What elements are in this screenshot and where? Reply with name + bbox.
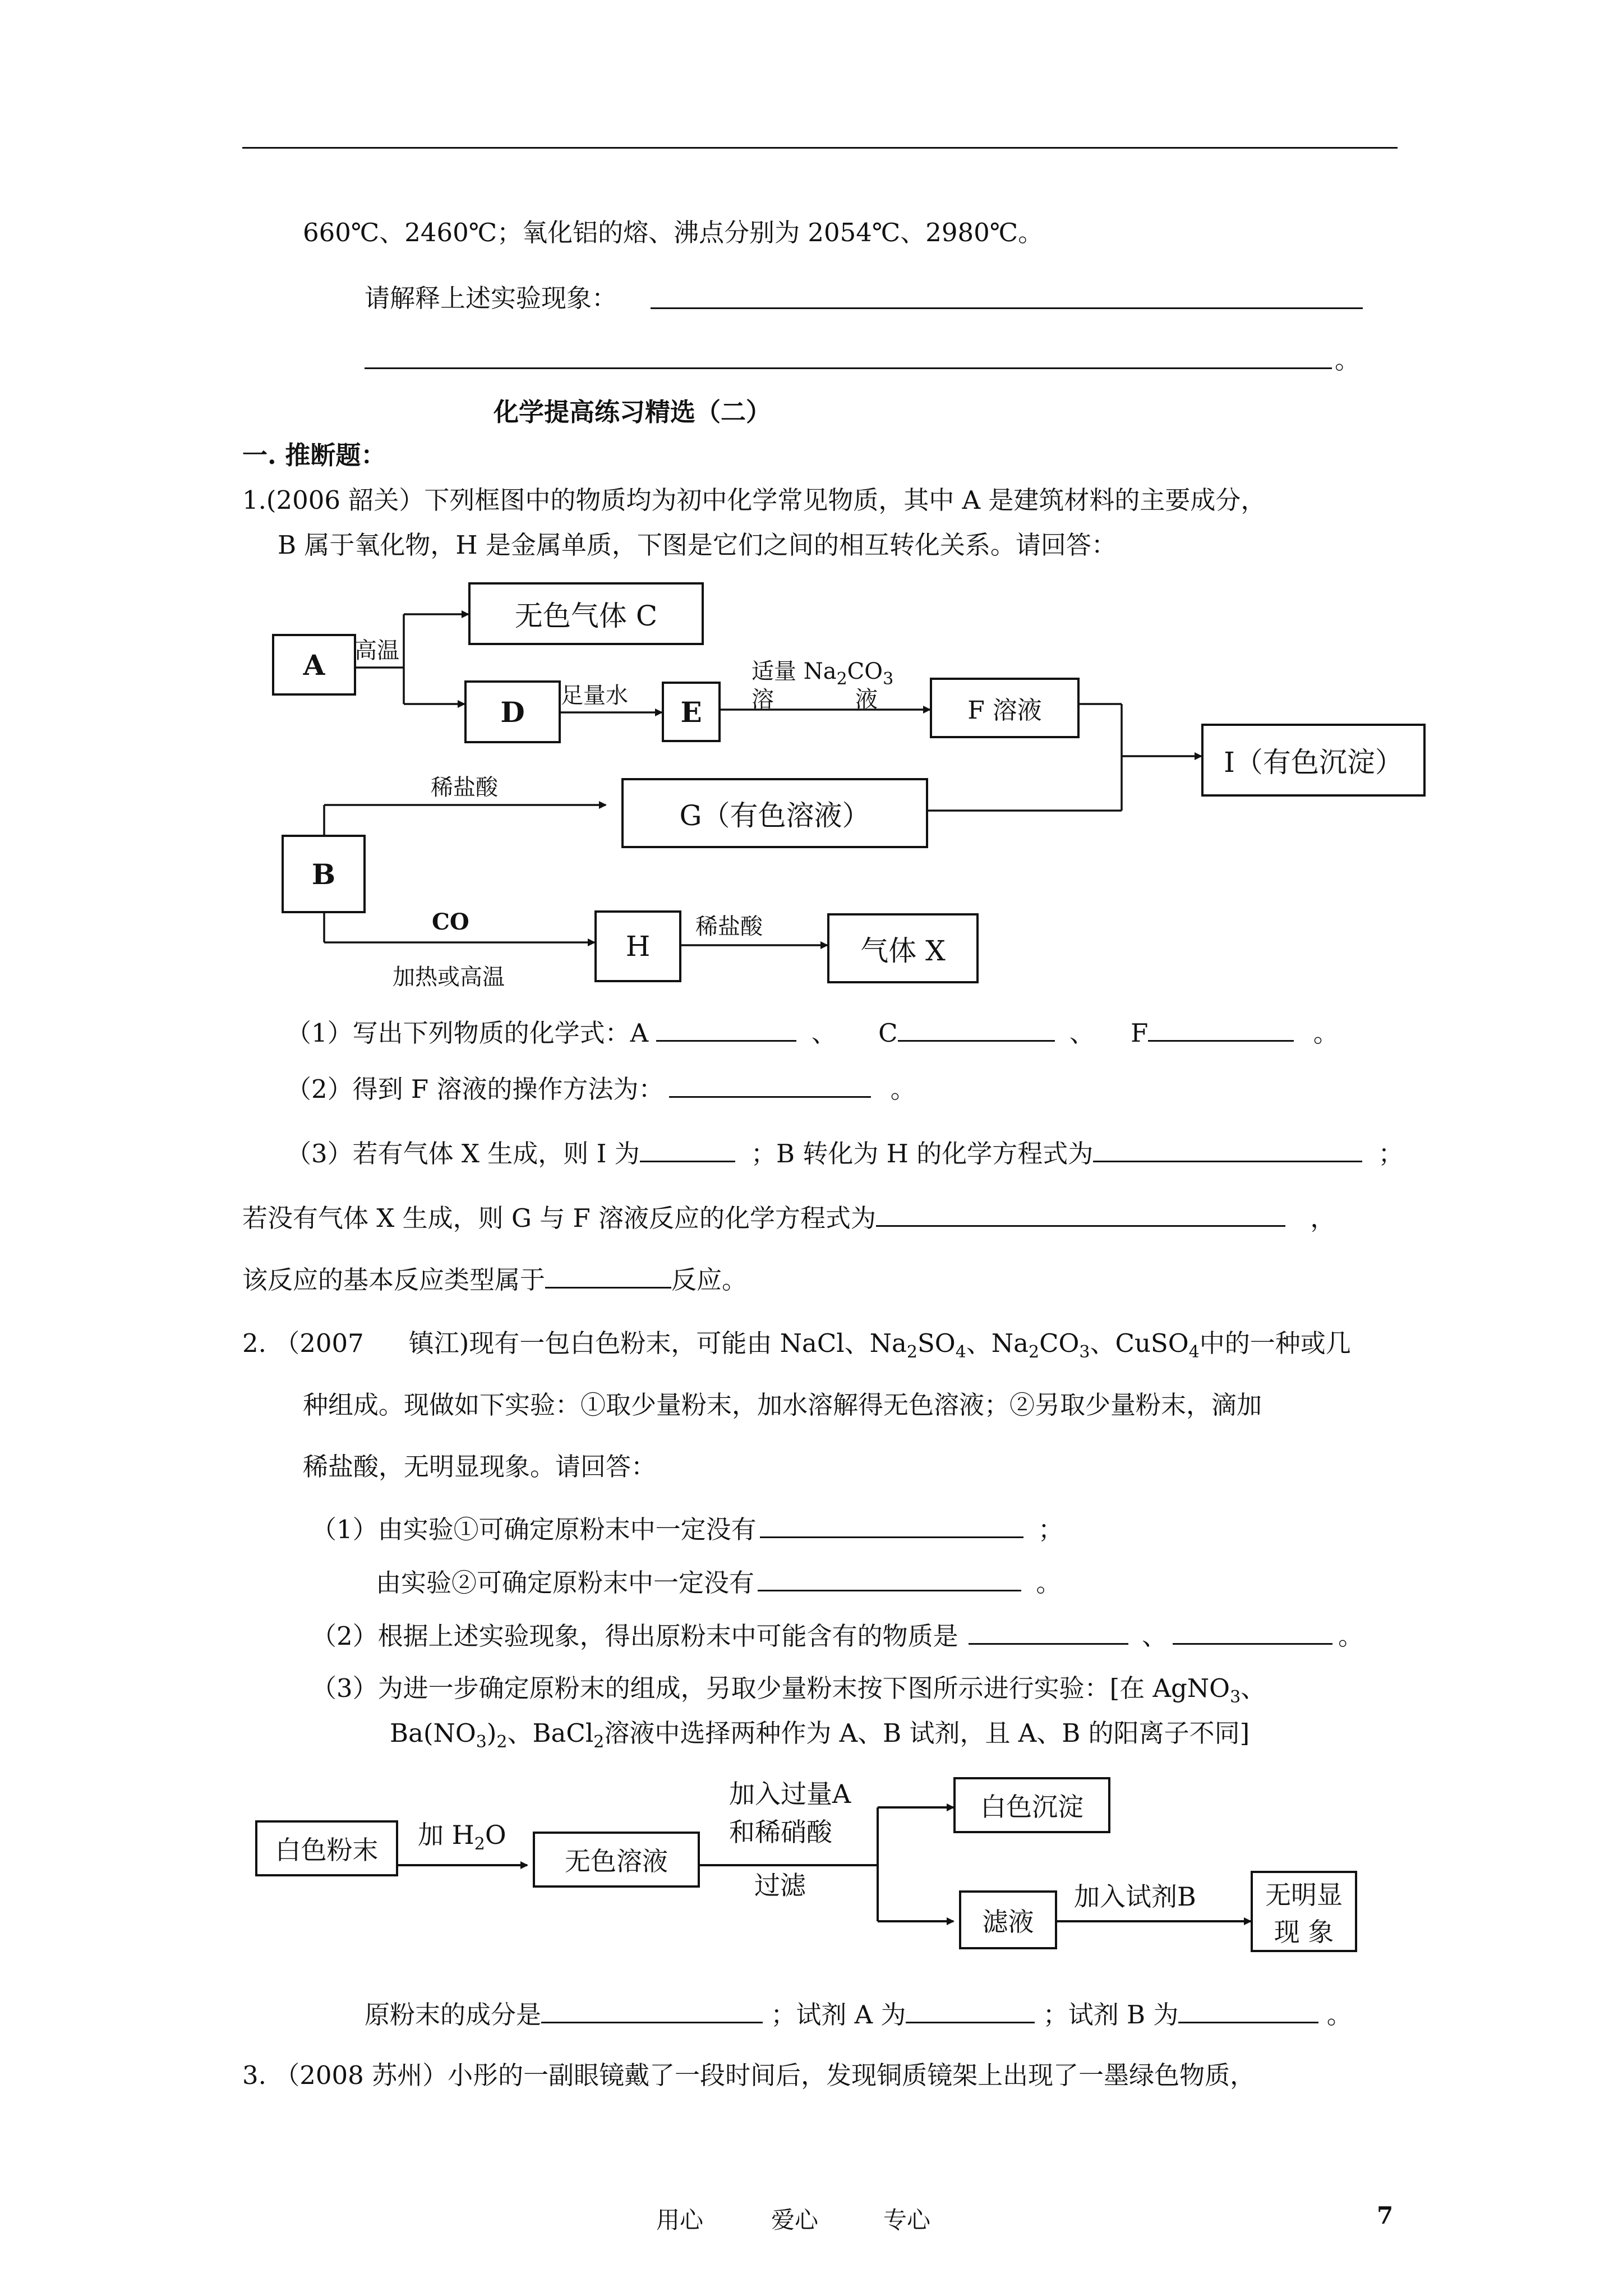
node-g: G（有色溶液） bbox=[621, 778, 928, 848]
label-jiare: 加热或高温 bbox=[393, 964, 505, 990]
node-h: H bbox=[594, 910, 681, 982]
label-na2co3: 适量 $Na_2CO_3$ bbox=[751, 659, 894, 689]
label-jia-h2o: 加 $H_2O$ bbox=[418, 1820, 506, 1854]
q2-ans-blank-3[interactable] bbox=[1178, 1997, 1318, 2023]
q1-s3-line-3: 该反应的基本反应类型属于 反应。 bbox=[242, 1262, 747, 1297]
q1-s3-line-2: 若没有气体 X 生成，则 G 与 F 溶液反应的化学方程式为 ， bbox=[242, 1200, 1335, 1235]
node-d: D bbox=[464, 680, 561, 743]
q3-line-1: 3. （2008 苏州）小彤的一副眼镜戴了一段时间后，发现铜质镜架上出现了一墨绿色物质， bbox=[242, 2060, 1256, 2090]
intro-line-2-text: 请解释上述实验现象： bbox=[365, 283, 617, 313]
footer-yongxin: 用心 bbox=[656, 2206, 704, 2234]
box-lvye: 滤液 bbox=[959, 1890, 1057, 1949]
label-jiaru-a-1: 加入过量A bbox=[729, 1779, 851, 1809]
box-baise-fenmo: 白色粉末 bbox=[255, 1820, 398, 1876]
box-wuming-xianxiang: 无明显 现 象 bbox=[1251, 1871, 1357, 1952]
label-gaowen: 高温 bbox=[354, 638, 399, 664]
q2-line-1: 2. （2007 镇江)现有一包白色粉末，可能由 NaCl、$Na_2SO_4$、$Na_2CO_3$、CuSO$_4$中的一种或几 bbox=[242, 1328, 1351, 1362]
q1-line-2: B 属于氧化物，H 是金属单质，下图是它们之间的相互转化关系。请回答： bbox=[278, 530, 1117, 560]
box-baise-chendian: 白色沉淀 bbox=[953, 1777, 1110, 1833]
label-xiyansuan-1: 稀盐酸 bbox=[431, 775, 498, 800]
intro-line-3-end: 。 bbox=[1335, 345, 1361, 375]
q1-s1: （1）写出下列物质的化学式：A 、 C 、 F 。 bbox=[286, 1015, 1339, 1050]
label-zuliangshui: 足量水 bbox=[561, 683, 628, 708]
node-c: 无色气体 C bbox=[468, 582, 704, 645]
q2-s1a: （1）由实验①可确定原粉末中一定没有 ； bbox=[311, 1512, 1063, 1547]
q2-ans-blank-2[interactable] bbox=[906, 1997, 1035, 2023]
label-co: CO bbox=[432, 909, 469, 935]
q2-s3-line-2: $Ba(NO_3)_2$、BaCl$_2$溶液中选择两种作为 A、B 试剂，且 A、B 的阳离子不同] bbox=[390, 1718, 1250, 1752]
node-x: 气体 X bbox=[827, 913, 979, 983]
node-i: I（有色沉淀） bbox=[1201, 724, 1426, 797]
label-xiyansuan-2: 稀盐酸 bbox=[695, 914, 763, 940]
label-shiji-b: 加入试剂B bbox=[1074, 1881, 1196, 1912]
q2-line-2: 种组成。现做如下实验：①取少量粉末，加水溶解得无色溶液；②另取少量粉末，滴加 bbox=[303, 1390, 1262, 1420]
q1-s3: （3）若有气体 X 生成，则 I 为 ；B 转化为 H 的化学方程式为 ； bbox=[286, 1136, 1404, 1171]
footer-aixin: 爱心 bbox=[771, 2206, 819, 2234]
node-b: B bbox=[282, 835, 366, 913]
node-f: F 溶液 bbox=[930, 678, 1080, 738]
intro-line-1: 660℃、2460℃；氧化铝的熔、沸点分别为 2054℃、2980℃。 bbox=[303, 218, 1044, 247]
label-rongye-1: 溶 bbox=[751, 687, 774, 712]
label-jiaru-a-2: 和稀硝酸 bbox=[729, 1817, 832, 1847]
page-number: 7 bbox=[1377, 2202, 1394, 2229]
part-heading: 一. 推断题： bbox=[242, 440, 386, 470]
footer-zhuanxin: 专心 bbox=[883, 2206, 931, 2234]
box-wuse-rongye: 无色溶液 bbox=[533, 1832, 700, 1888]
q1-line-1: 1.(2006 韶关）下列框图中的物质均为初中化学常见物质，其中 A 是建筑材料的主要成分， bbox=[242, 485, 1266, 515]
q2-s1b: 由实验②可确定原粉末中一定没有 。 bbox=[376, 1565, 1061, 1600]
node-e: E bbox=[662, 682, 721, 742]
q2-answer: 原粉末的成分是 ；试剂 A 为 ；试剂 B 为 。 bbox=[365, 1997, 1352, 2032]
q2-s3-line-1: （3）为进一步确定原粉末的组成，另取少量粉末按下图所示进行实验：[在 AgNO$_3$、 bbox=[311, 1673, 1266, 1707]
q2-ans-blank-1[interactable] bbox=[541, 1997, 763, 2023]
q1-s2: （2）得到 F 溶液的操作方法为： 。 bbox=[286, 1071, 916, 1106]
section-title: 化学提高练习精选（二） bbox=[494, 397, 772, 427]
q2-s2: （2）根据上述实验现象，得出原粉末中可能含有的物质是 、 。 bbox=[311, 1618, 1363, 1653]
node-a: A bbox=[272, 634, 356, 696]
q2-line-3: 稀盐酸，无明显现象。请回答： bbox=[303, 1452, 657, 1481]
label-rongye-2: 液 bbox=[855, 687, 878, 712]
label-guolv: 过滤 bbox=[754, 1870, 806, 1901]
